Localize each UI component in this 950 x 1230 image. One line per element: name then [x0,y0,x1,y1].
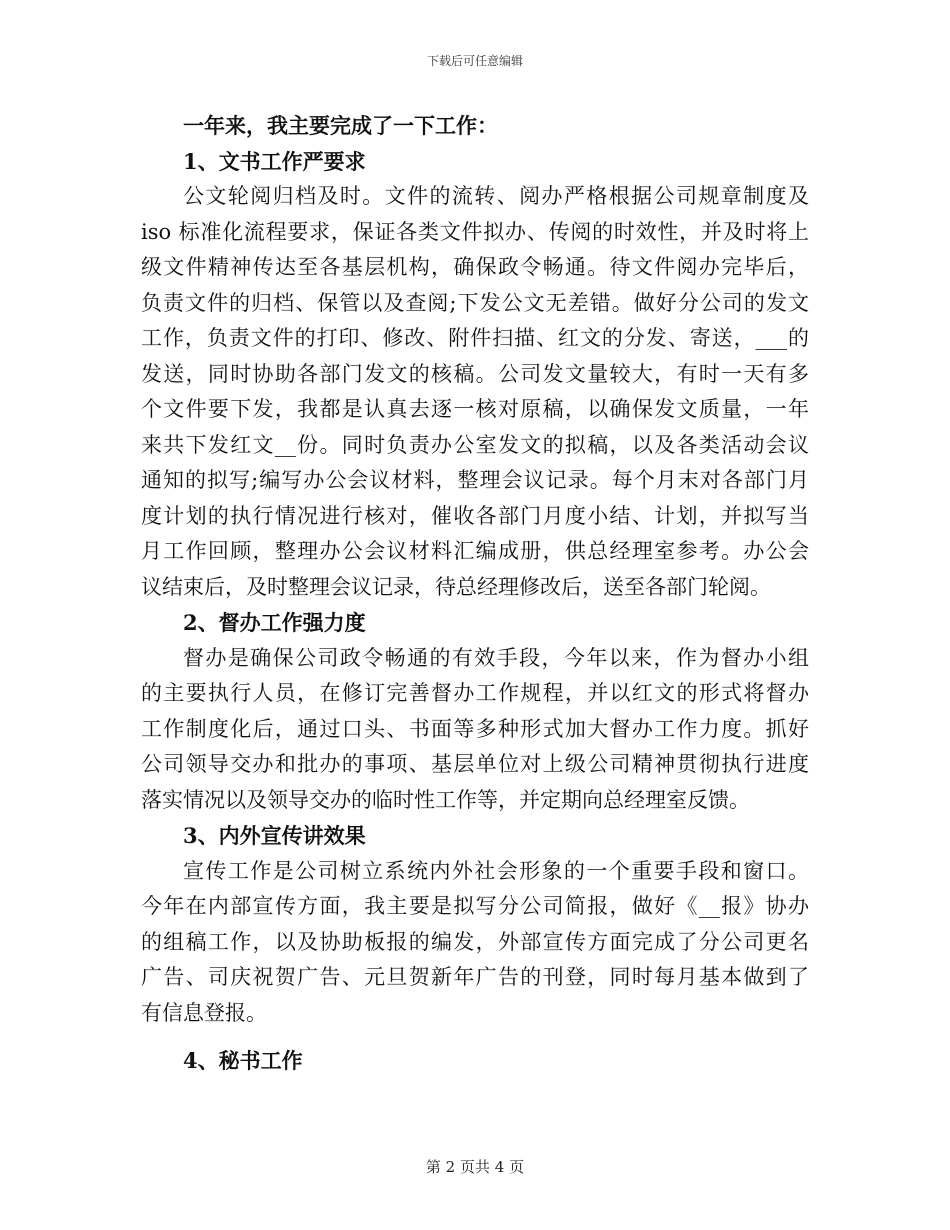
paragraph-line: 度计划的执行情况进行核对，催收各部门月度小结、计划，并拟写当 [141,503,809,528]
intro-heading: 一年来，我主要完成了一下工作： [183,113,498,138]
paragraph-line: 个文件要下发，我都是认真去逐一核对原稿，以确保发文质量，一年 [141,397,809,421]
paragraph-line: 来共下发红文__份。同时负责办公室发文的拟稿，以及各类活动会议 [141,432,809,457]
paragraph-line: 落实情况以及领导交办的临时性工作等，并定期向总经理室反馈。 [141,787,750,812]
paragraph-line: 级文件精神传达至各基层机构，确保政令畅通。待文件阅办完毕后， [141,255,809,279]
paragraph-line: 公司领导交办和批办的事项、基层单位对上级公司精神贯彻执行进度 [141,752,809,776]
page-header: 下载后可任意编辑 [426,54,523,68]
paragraph-line: 公文轮阅归档及时。文件的流转、阅办严格根据公司规章制度及 [183,184,809,208]
paragraph-line: 宣传工作是公司树立系统内外社会形象的一个重要手段和窗口。 [183,858,809,883]
paragraph-line: 有信息登报。 [141,1000,267,1025]
section-heading-2: 2、督办工作强力度 [183,610,366,635]
paragraph-line: 通知的拟写;编写办公会议材料，整理会议记录。每个月末对各部门月 [141,468,809,492]
paragraph-line: 月工作回顾，整理办公会议材料汇编成册，供总经理室参考。办公会 [141,539,809,563]
paragraph-line: iso 标准化流程要求，保证各类文件拟办、传阅的时效性，并及时将上 [141,219,809,244]
paragraph-line: 工作制度化后，通过口头、书面等多种形式加大督办工作力度。抓好 [141,716,809,741]
paragraph-line: 督办是确保公司政令畅通的有效手段，今年以来，作为督办小组 [183,645,809,670]
paragraph-line: 议结束后，及时整理会议记录，待总经理修改后，送至各部门轮阅。 [141,574,771,599]
page-footer: 第 2 页共 4 页 [425,1158,525,1176]
paragraph-line: 的组稿工作，以及协助板报的编发，外部宣传方面完成了分公司更名 [141,929,809,954]
paragraph-line: 今年在内部宣传方面，我主要是拟写分公司简报，做好《__报》协办 [141,894,809,918]
paragraph-line: 的主要执行人员，在修订完善督办工作规程，并以红文的形式将督办 [141,681,809,705]
section-heading-3: 3、内外宣传讲效果 [183,823,366,848]
paragraph-line: 广告、司庆祝贺广告、元旦贺新年广告的刊登，同时每月基本做到了 [141,965,809,989]
document-body [141,108,809,1079]
paragraph-line: 负责文件的归档、保管以及查阅;下发公文无差错。做好分公司的发文 [141,290,809,315]
section-heading-1: 1、文书工作严要求 [183,148,366,174]
paragraph-line: 发送，同时协助各部门发文的核稿。公司发文量较大，有时一天有多 [141,361,809,386]
section-spacer [141,1031,809,1043]
paragraph-line: 工作，负责文件的打印、修改、附件扫描、红文的分发、寄送，___的 [141,326,809,350]
section-heading-4: 4、秘书工作 [183,1048,303,1073]
